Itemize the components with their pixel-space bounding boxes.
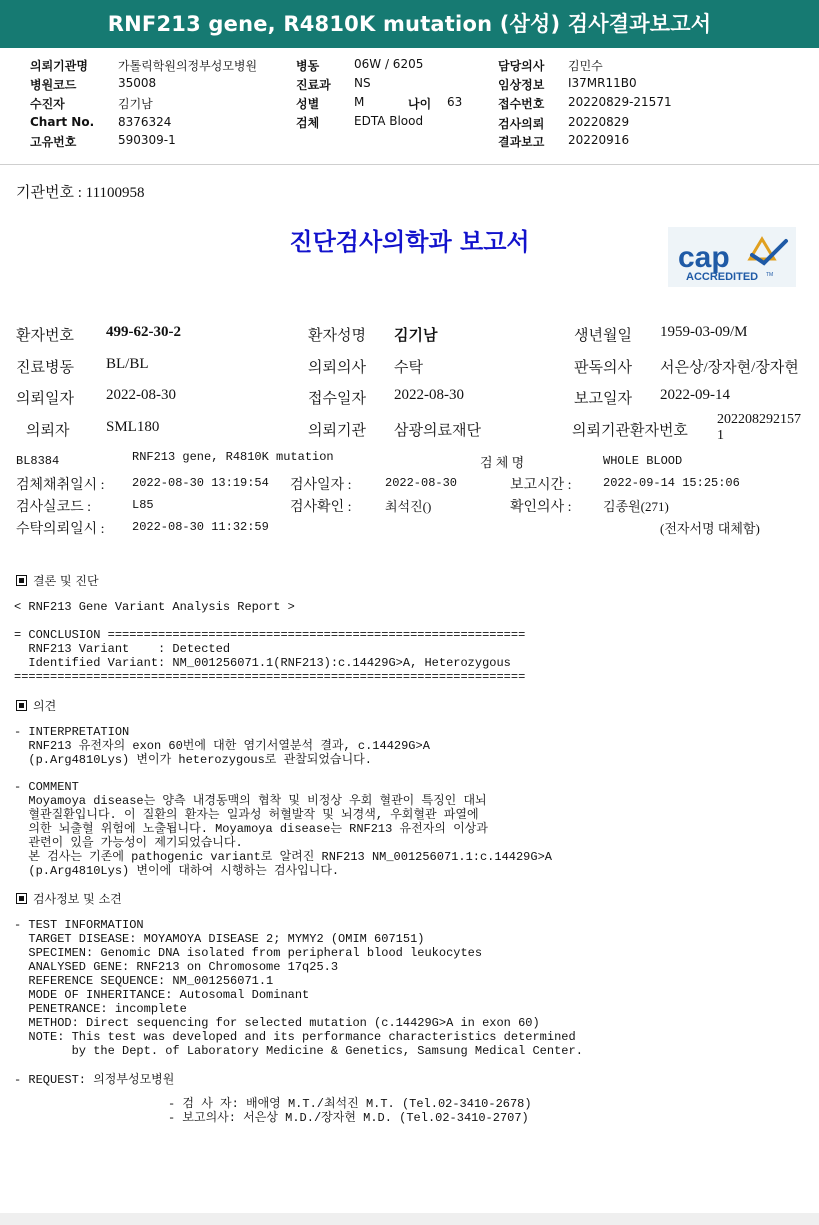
sex-label: 성별 [296, 97, 320, 111]
specimen-label: 검체 [296, 116, 320, 130]
trademark-text: TM [766, 272, 774, 278]
test-confirm-value: 최석진() [385, 499, 432, 514]
section-opinion-heading [16, 697, 56, 714]
section-test-info-heading [16, 890, 122, 907]
section-test-info-title: 검사정보 및 소견 [33, 892, 122, 906]
request-datetime-value: 2022-08-30 11:32:59 [132, 520, 269, 534]
comment-block: - COMMENT Moyamoya disease는 양측 내경동맥의 협착 및 비정상 우회 혈관이 특징인 대뇌 혈관질환입니다. 이 질환의 환자는 일과성 허혈발작 및 뇌경색, 우회혈관 파열에 의한 뇌출혈 위험에 노출됩니다. Moyamoya disease는 RNF213 유전자의 이상과 관련이 있을 가능성이 제기되었습니다. 본 검사는 기존에 pathogenic variant로 알려진 RNF213 NM_001256071.1:c.14429G>A (p.Arg4810Lys) 변이에 대하여 시행하는 검사입니다. [14, 780, 552, 878]
report-time-value: 2022-09-14 15:25:06 [603, 476, 740, 490]
requesting-doctor-label: 의뢰의사 [308, 360, 366, 376]
ward-row-label: 진료병동 [16, 360, 74, 376]
collection-time-value: 2022-08-30 13:19:54 [132, 476, 269, 490]
collection-time-label: 검체채취일시 : [16, 478, 105, 493]
reading-doctor-label: 판독의사 [574, 360, 632, 376]
section-marker-icon [16, 700, 27, 711]
test-information-block: - TEST INFORMATION TARGET DISEASE: MOYAMOYA DISEASE 2; MYMY2 (OMIM 607151) SPECIMEN: Genomic DNA isolated from peripheral blood leukocytes ANALYSED GENE: RNF213 on Chromosome 17q25.3 REFERENCE SEQUENCE: NM_001256071.1 MODE OF INHERITANCE: Autosomal Dominant PENETRANCE: incomplete METHOD: Direct sequencing for selected mutation (c.14429G>A in exon 60) NOTE: This test was developed and its performance characteristics determined by the Dept. of Laboratory Medicine & Genetics, Samsung Medical Center. [14, 918, 583, 1058]
cap-logo-graphic [668, 227, 796, 287]
age-label: 나이 [408, 97, 432, 111]
birth-date-value: 1959-03-09/M [660, 324, 748, 340]
institution-patient-no-value-cont: 1 [717, 428, 724, 443]
clinical-info-value: I37MR11B0 [568, 76, 637, 90]
institution-number: 기관번호 : 11100958 [16, 185, 145, 201]
section-marker-icon [16, 893, 27, 904]
patient-value: 김기남 [118, 97, 153, 111]
receipt-date-value: 2022-08-30 [394, 387, 464, 403]
test-code: BL8384 [16, 454, 60, 468]
hospital-label: 의뢰기관명 [30, 59, 88, 73]
staff-block: - 검 사 자: 배애영 M.T./최석진 M.T. (Tel.02-3410-2678) - 보고의사: 서은상 M.D./장자현 M.D. (Tel.02-3410-2707) [168, 1097, 532, 1125]
section-conclusion-title: 결론 및 진단 [33, 574, 99, 588]
test-confirm-label: 검사확인 : [290, 500, 352, 515]
dept-label: 진료과 [296, 78, 331, 92]
requested-label: 검사의뢰 [498, 117, 545, 131]
hospital-value: 가톨릭학원의정부성모병원 [118, 59, 258, 73]
patient-name-label: 환자성명 [308, 328, 366, 344]
requester-value: SML180 [106, 419, 160, 435]
patient-name-value: 김기남 [394, 328, 438, 344]
requesting-institution-label: 의뢰기관 [308, 423, 366, 439]
section-opinion-title: 의견 [33, 699, 57, 713]
sex-value: M [354, 95, 365, 109]
hospital-code-value: 35008 [118, 76, 157, 90]
clinical-info-label: 임상정보 [498, 78, 545, 92]
reading-doctor-value: 서은상/장자현/장자현 [660, 360, 799, 376]
requested-value: 20220829 [568, 115, 630, 129]
test-date-label: 검사일자 : [290, 478, 352, 493]
age-value: 63 [447, 95, 463, 109]
institution-patient-no-value: 202208292157 [717, 412, 801, 427]
ward-label: 병동 [296, 59, 320, 73]
test-name: RNF213 gene, R4810K mutation [132, 450, 334, 464]
patient-no-label: 환자번호 [16, 328, 74, 344]
specimen-name-label: 검 체 명 [480, 455, 525, 470]
report-time-label: 보고시간 : [510, 478, 572, 493]
dept-value: NS [354, 76, 371, 90]
report-date-value: 2022-09-14 [660, 387, 730, 403]
doctor-value: 김민수 [568, 59, 603, 73]
patient-no-value: 499-62-30-2 [106, 324, 181, 340]
ward-row-value: BL/BL [106, 356, 149, 372]
request-line: - REQUEST: 의정부성모병원 [14, 1073, 175, 1087]
accredited-text: ACCREDITED [686, 271, 759, 283]
request-datetime-label: 수탁의뢰일시 : [16, 522, 105, 537]
hospital-code-label: 병원코드 [30, 78, 77, 92]
test-date-value: 2022-08-30 [385, 476, 458, 490]
requester-label: 의뢰자 [26, 423, 70, 439]
analysis-report-name: < RNF213 Gene Variant Analysis Report > [14, 600, 295, 614]
section-marker-icon [16, 575, 27, 586]
specimen-name-value: WHOLE BLOOD [603, 454, 683, 468]
header-divider [0, 164, 819, 165]
request-date-label: 의뢰일자 [16, 391, 74, 407]
lab-code-label: 검사실코드 : [16, 500, 92, 515]
confirm-doctor-value: 김종원(271) [603, 499, 669, 514]
report-title: 진단검사의학과 보고서 [289, 228, 530, 256]
reported-value: 20220916 [568, 133, 630, 147]
cap-brand-text: cap [678, 241, 730, 274]
receipt-no-label: 접수번호 [498, 97, 545, 111]
interpretation-block: - INTERPRETATION RNF213 유전자의 exon 60번에 대한 염기서열분석 결과, c.14429G>A (p.Arg4810Lys) 변이가 heterozygous로 관찰되었습니다. [14, 725, 430, 767]
receipt-date-label: 접수일자 [308, 391, 366, 407]
e-signature-note: (전자서명 대체함) [660, 521, 760, 536]
ward-value: 06W / 6205 [354, 57, 424, 71]
doctor-label: 담당의사 [498, 59, 545, 73]
institution-patient-no-label: 의뢰기관환자번호 [572, 423, 688, 439]
chart-no-label: Chart No. [30, 115, 95, 129]
report-date-label: 보고일자 [574, 391, 632, 407]
cap-accredited-logo [668, 227, 796, 287]
lab-code-value: L85 [132, 498, 154, 512]
unique-no-value: 590309-1 [118, 133, 176, 147]
patient-label: 수진자 [30, 97, 65, 111]
conclusion-block: = CONCLUSION ========================================================== RNF213 Variant : Detected Identified Variant: NM_001256071.1(RNF213):c.14429G>A, Heterozygous ======================================================================= [14, 628, 526, 684]
request-date-value: 2022-08-30 [106, 387, 176, 403]
chart-no-value: 8376324 [118, 115, 172, 129]
page-bottom-strip [0, 1213, 819, 1225]
requesting-institution-value: 삼광의료재단 [394, 423, 481, 439]
reported-label: 결과보고 [498, 135, 545, 149]
unique-no-label: 고유번호 [30, 135, 77, 149]
section-conclusion-heading [16, 572, 99, 589]
birth-date-label: 생년월일 [574, 328, 632, 344]
confirm-doctor-label: 확인의사 : [510, 500, 572, 515]
specimen-value: EDTA Blood [354, 114, 424, 128]
report-title-banner: RNF213 gene, R4810K mutation (삼성) 검사결과보고서 [0, 0, 819, 48]
receipt-no-value: 20220829-21571 [568, 95, 672, 109]
requesting-doctor-value: 수탁 [394, 360, 423, 376]
